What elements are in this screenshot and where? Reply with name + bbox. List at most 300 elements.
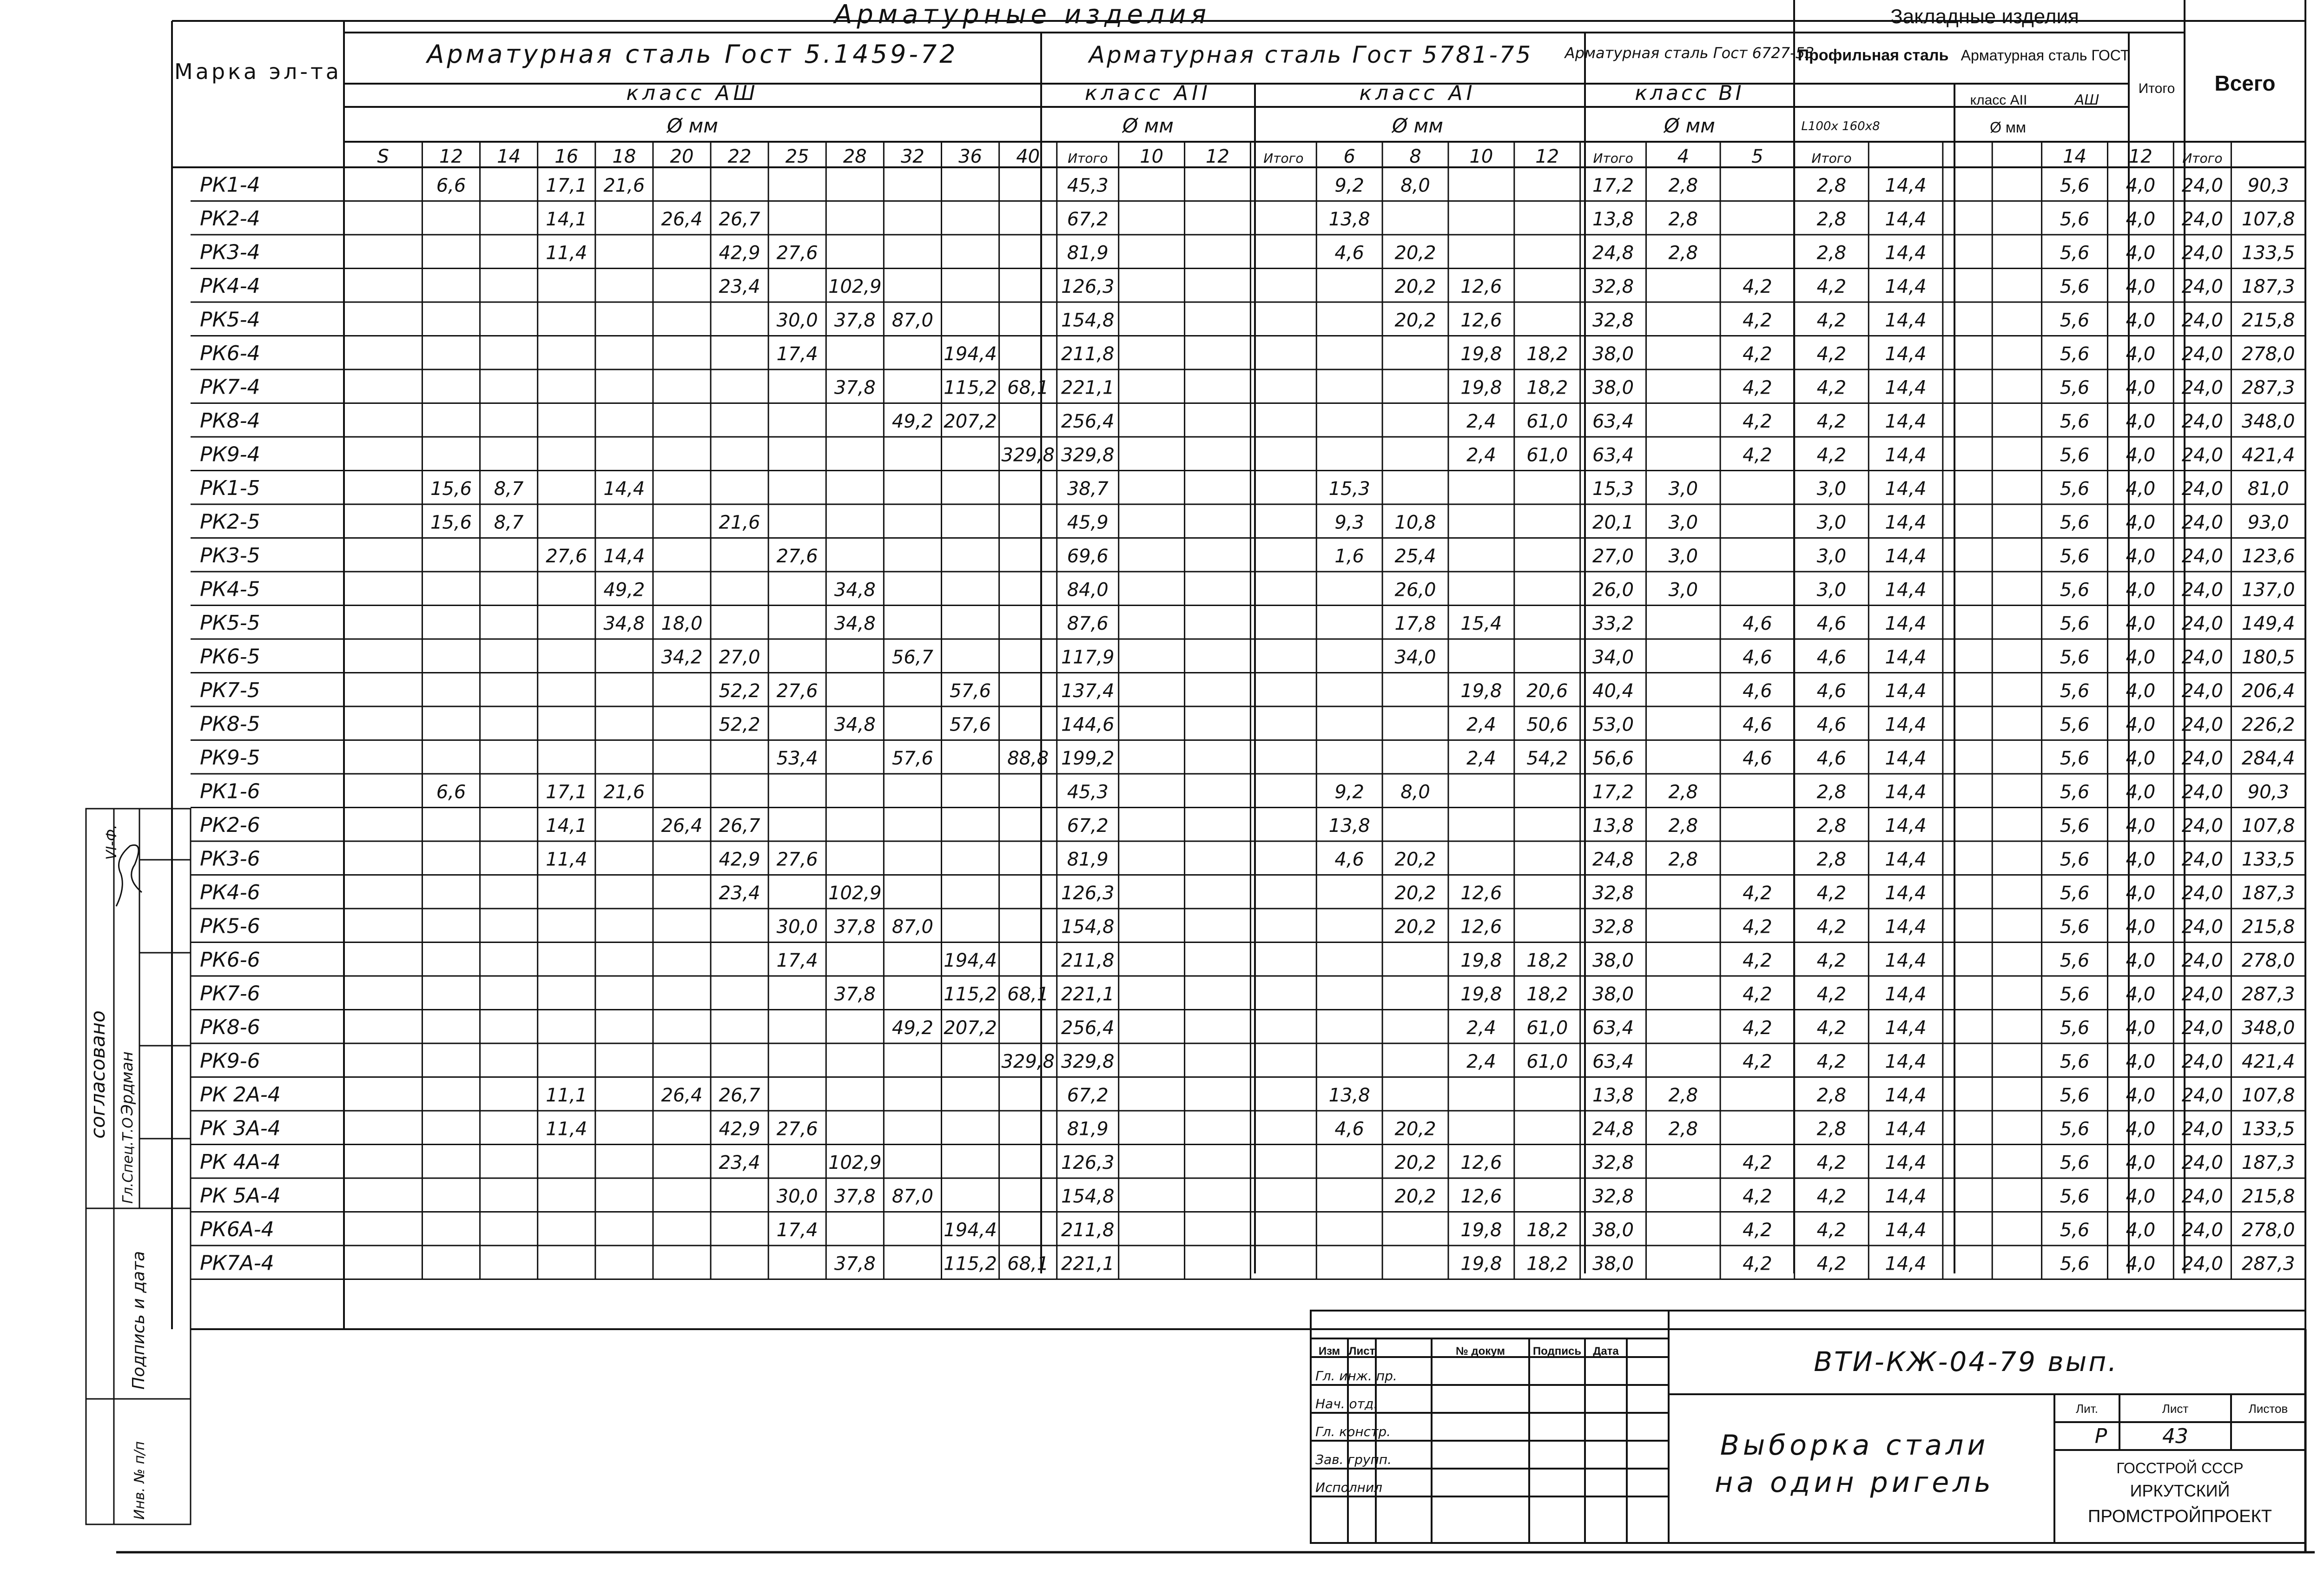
table-cell: 26,4 <box>661 815 703 837</box>
table-cell: 5,6 <box>2060 310 2090 331</box>
table-cell: 4,6 <box>1743 680 1772 702</box>
table-cell: 8,0 <box>1400 175 1430 197</box>
table-cell: 11,4 <box>546 242 588 264</box>
table-cell: 14,4 <box>1885 883 1927 904</box>
table-cell: 18,2 <box>1526 950 1568 971</box>
table-cell: 38,0 <box>1592 377 1634 399</box>
table-cell: 13,8 <box>1328 209 1370 230</box>
side-row2: Эрдман <box>118 1051 137 1115</box>
table-cell: 4,6 <box>1816 714 1847 736</box>
table-cell: 34,8 <box>834 579 876 601</box>
table-cell: 102,9 <box>828 883 882 904</box>
table-cell: 4,2 <box>1816 883 1847 904</box>
element-mark: РК9-4 <box>200 442 260 467</box>
table-cell: 90,3 <box>2247 781 2289 803</box>
column-head: 18 <box>612 146 636 167</box>
table-cell: 4,6 <box>1334 849 1365 870</box>
table-cell: 287,3 <box>2241 377 2295 399</box>
table-cell: 26,7 <box>719 815 760 837</box>
column-head: 12 <box>439 146 463 167</box>
diam-3: Ø мм <box>1392 114 1443 137</box>
table-cell: 18,0 <box>661 613 703 634</box>
element-mark: РК2-5 <box>200 510 260 534</box>
table-cell: 5,6 <box>2060 983 2090 1005</box>
element-mark: РК2-6 <box>200 813 260 837</box>
element-mark: РК 4А-4 <box>200 1150 281 1174</box>
tb-lit-label: Лит. <box>2076 1402 2098 1416</box>
table-cell: 14,4 <box>1885 1253 1927 1275</box>
table-cell: 12,6 <box>1460 1186 1502 1207</box>
table-cell: 9,2 <box>1334 175 1365 197</box>
table-cell: 13,8 <box>1592 815 1634 837</box>
table-cell: 4,0 <box>2126 546 2156 567</box>
table-cell: 14,4 <box>1885 1017 1927 1039</box>
table-cell: 14,4 <box>1885 1219 1927 1241</box>
table-cell: 5,6 <box>2060 883 2090 904</box>
table-cell: 5,6 <box>2060 1118 2090 1140</box>
element-mark: РК 3А-4 <box>200 1116 281 1140</box>
element-mark: РК3-5 <box>200 544 260 567</box>
table-cell: 9,2 <box>1334 781 1365 803</box>
table-cell: 17,1 <box>546 781 588 803</box>
tb-col-izm: Изм <box>1318 1345 1340 1358</box>
table-cell: 5,6 <box>2060 1253 2090 1275</box>
table-cell: 27,6 <box>776 680 818 702</box>
table-cell: 14,4 <box>1885 950 1927 971</box>
table-cell: 20,2 <box>1394 916 1436 938</box>
table-cell: 53,0 <box>1592 714 1634 736</box>
column-head: Итого <box>1811 151 1852 166</box>
table-cell: 14,4 <box>1885 343 1927 365</box>
table-cell: 13,8 <box>1328 1085 1370 1106</box>
table-cell: 24,0 <box>2181 680 2223 702</box>
table-cell: 4,2 <box>1816 983 1847 1005</box>
table-cell: 12,6 <box>1460 883 1502 904</box>
element-mark: РК5-4 <box>200 308 260 332</box>
marka-label: Марка эл-та <box>174 59 342 84</box>
table-cell: 17,2 <box>1592 175 1634 197</box>
arm-steel-gost-title: Арматурная сталь ГОСТ <box>1961 47 2130 64</box>
element-mark: РК7-5 <box>200 679 260 702</box>
element-mark: РК8-4 <box>200 409 260 433</box>
table-cell: 63,4 <box>1592 444 1634 466</box>
table-cell: 4,6 <box>1334 1118 1365 1140</box>
table-cell: 4,2 <box>1743 1253 1772 1275</box>
table-cell: 256,4 <box>1061 411 1115 432</box>
table-cell: 34,8 <box>603 613 645 634</box>
table-cell: 68,1 <box>1007 377 1049 399</box>
table-cell: 329,8 <box>1061 444 1115 466</box>
element-mark: РК9-6 <box>200 1049 260 1073</box>
table-cell: 24,0 <box>2181 815 2223 837</box>
column-head: 22 <box>727 146 752 167</box>
table-cell: 2,8 <box>1816 209 1847 230</box>
table-cell: 24,0 <box>2181 1118 2223 1140</box>
table-cell: 154,8 <box>1061 916 1115 938</box>
table-cell: 34,0 <box>1394 646 1436 668</box>
table-cell: 56,6 <box>1592 748 1634 769</box>
table-cell: 144,6 <box>1061 714 1115 736</box>
table-cell: 42,9 <box>719 1118 760 1140</box>
table-cell: 26,4 <box>661 1085 703 1106</box>
table-cell: 14,4 <box>1885 579 1927 601</box>
table-cell: 2,8 <box>1668 209 1698 230</box>
table-cell: 61,0 <box>1526 1051 1568 1073</box>
table-cell: 187,3 <box>2241 883 2295 904</box>
side-row1: Гл.Спец.Т.О <box>120 1117 136 1204</box>
table-cell: 4,0 <box>2126 1152 2156 1173</box>
table-cell: 19,8 <box>1460 983 1502 1005</box>
table-cell: 4,0 <box>2126 209 2156 230</box>
table-cell: 2,4 <box>1466 748 1496 769</box>
table-cell: 52,2 <box>719 680 760 702</box>
table-cell: 4,0 <box>2126 377 2156 399</box>
table-cell: 4,2 <box>1816 276 1847 297</box>
table-cell: 4,0 <box>2126 1219 2156 1241</box>
table-cell: 5,6 <box>2060 748 2090 769</box>
column-head: Итого <box>2182 151 2223 166</box>
class-small: класс АII <box>1970 92 2027 108</box>
table-cell: 5,6 <box>2060 916 2090 938</box>
table-cell: 14,4 <box>1885 175 1927 197</box>
table-cell: 12,6 <box>1460 1152 1502 1173</box>
table-cell: 154,8 <box>1061 310 1115 331</box>
side-stamp-frame <box>86 809 191 1524</box>
table-cell: 4,0 <box>2126 1253 2156 1275</box>
table-cell: 17,4 <box>776 1219 818 1241</box>
table-cell: 5,6 <box>2060 411 2090 432</box>
column-head: 36 <box>958 146 983 167</box>
element-mark: РК6-4 <box>200 342 260 365</box>
table-cell: 133,5 <box>2241 1118 2295 1140</box>
table-cell: 2,8 <box>1668 781 1698 803</box>
table-cell: 421,4 <box>2241 1051 2295 1073</box>
table-cell: 14,4 <box>1885 748 1927 769</box>
table-cell: 42,9 <box>719 849 760 870</box>
table-cell: 49,2 <box>603 579 645 601</box>
table-cell: 20,2 <box>1394 242 1436 264</box>
table-cell: 24,0 <box>2181 1017 2223 1039</box>
table-cell: 14,4 <box>1885 646 1927 668</box>
table-cell: 4,2 <box>1743 310 1772 331</box>
table-cell: 45,3 <box>1067 175 1109 197</box>
table-cell: 4,2 <box>1743 377 1772 399</box>
table-cell: 4,2 <box>1743 1152 1772 1173</box>
table-cell: 4,0 <box>2126 781 2156 803</box>
table-cell: 20,1 <box>1592 512 1634 534</box>
table-cell: 4,0 <box>2126 680 2156 702</box>
table-cell: 5,6 <box>2060 444 2090 466</box>
table-cell: 5,6 <box>2060 781 2090 803</box>
table-cell: 2,8 <box>1668 175 1698 197</box>
table-cell: 4,2 <box>1743 343 1772 365</box>
table-cell: 5,6 <box>2060 1186 2090 1207</box>
column-head: 20 <box>670 146 694 167</box>
table-cell: 24,8 <box>1592 849 1634 870</box>
table-cell: 3,0 <box>1668 512 1698 534</box>
table-cell: 329,8 <box>1001 1051 1055 1073</box>
table-cell: 15,4 <box>1460 613 1502 634</box>
table-cell: 37,8 <box>834 916 876 938</box>
table-cell: 4,0 <box>2126 950 2156 971</box>
table-cell: 24,0 <box>2181 1085 2223 1106</box>
grid-lines <box>191 142 2305 1279</box>
table-cell: 5,6 <box>2060 849 2090 870</box>
table-cell: 19,8 <box>1460 1253 1502 1275</box>
table-cell: 24,0 <box>2181 883 2223 904</box>
table-cell: 69,6 <box>1067 546 1109 567</box>
table-cell: 4,2 <box>1816 1186 1847 1207</box>
element-mark: РК7А-4 <box>200 1251 274 1275</box>
table-cell: 34,0 <box>1592 646 1634 668</box>
table-cell: 24,0 <box>2181 444 2223 466</box>
soglasovano-label: согласовано <box>86 1010 109 1139</box>
table-cell: 5,6 <box>2060 815 2090 837</box>
tb-org-2: ИРКУТСКИЙ <box>2130 1481 2230 1500</box>
table-cell: 15,6 <box>430 512 472 534</box>
table-cell: 4,2 <box>1816 444 1847 466</box>
table-cell: 4,2 <box>1816 1051 1847 1073</box>
table-cell: 57,6 <box>891 748 933 769</box>
table-cell: 123,6 <box>2241 546 2295 567</box>
table-cell: 21,6 <box>603 175 645 197</box>
table-cell: 207,2 <box>944 1017 997 1039</box>
table-cell: 206,4 <box>2241 680 2295 702</box>
table-cell: 187,3 <box>2241 276 2295 297</box>
table-cell: 26,0 <box>1592 579 1634 601</box>
table-cell: 17,1 <box>546 175 588 197</box>
table-cell: 14,4 <box>1885 1152 1927 1173</box>
table-cell: 4,0 <box>2126 242 2156 264</box>
element-mark: РК5-5 <box>200 611 260 635</box>
table-cell: 87,0 <box>891 310 933 331</box>
table-cell: 2,8 <box>1816 1085 1847 1106</box>
table-cell: 49,2 <box>891 1017 933 1039</box>
table-cell: 6,6 <box>436 175 466 197</box>
column-heads <box>377 146 2223 167</box>
table-cell: 14,4 <box>1885 1051 1927 1073</box>
table-cell: 2,8 <box>1816 849 1847 870</box>
element-mark: РК1-5 <box>200 476 260 500</box>
table-cell: 24,0 <box>2181 916 2223 938</box>
table-cell: 107,8 <box>2241 1085 2295 1106</box>
diam-4: Ø мм <box>1664 114 1715 137</box>
table-cell: 14,4 <box>1885 310 1927 331</box>
table-cell: 68,1 <box>1007 983 1049 1005</box>
table-cell: 14,4 <box>1885 411 1927 432</box>
table-cell: 3,0 <box>1816 546 1847 567</box>
table-cell: 421,4 <box>2241 444 2295 466</box>
table-cell: 5,6 <box>2060 950 2090 971</box>
table-cell: 14,4 <box>603 546 645 567</box>
table-cell: 3,0 <box>1816 478 1847 500</box>
table-cell: 4,0 <box>2126 478 2156 500</box>
table-cell: 11,4 <box>546 849 588 870</box>
class-aii: класс АII <box>1084 81 1212 105</box>
table-cell: 34,2 <box>661 646 703 668</box>
table-cell: 4,6 <box>1816 748 1847 769</box>
table-cell: 14,4 <box>1885 714 1927 736</box>
table-cell: 88,8 <box>1007 748 1049 769</box>
table-cell: 30,0 <box>776 916 818 938</box>
table-cell: 211,8 <box>1061 1219 1115 1241</box>
table-cell: 14,4 <box>1885 1085 1927 1106</box>
table-cell: 221,1 <box>1061 377 1115 399</box>
column-head: 14 <box>497 146 521 167</box>
steel1-title: Арматурная сталь Гост 5.1459-72 <box>427 40 958 69</box>
table-cell: 27,0 <box>1592 546 1634 567</box>
table-cell: 15,6 <box>430 478 472 500</box>
table-cell: 81,0 <box>2247 478 2289 500</box>
table-cell: 24,0 <box>2181 242 2223 264</box>
table-cell: 4,0 <box>2126 883 2156 904</box>
table-cell: 4,0 <box>2126 276 2156 297</box>
column-head: 16 <box>555 146 579 167</box>
table-cell: 24,0 <box>2181 646 2223 668</box>
side-row3: VI-Ф. <box>104 824 120 860</box>
table-cell: 20,2 <box>1394 1186 1436 1207</box>
table-cell: 6,6 <box>436 781 466 803</box>
table-cell: 9,3 <box>1334 512 1365 534</box>
table-cell: 14,4 <box>1885 613 1927 634</box>
column-head: 6 <box>1343 146 1355 167</box>
table-cell: 2,8 <box>1668 1118 1698 1140</box>
table-cell: 24,0 <box>2181 411 2223 432</box>
column-head: S <box>377 146 389 167</box>
table-cell: 20,2 <box>1394 849 1436 870</box>
table-cell: 137,0 <box>2241 579 2295 601</box>
table-cell: 215,8 <box>2241 310 2295 331</box>
table-cell: 199,2 <box>1061 748 1115 769</box>
table-cell: 107,8 <box>2241 815 2295 837</box>
signature-rows <box>1315 1368 1397 1495</box>
signature-row-label: Зав. групп. <box>1315 1452 1392 1467</box>
table-cell: 20,6 <box>1526 680 1568 702</box>
table-cell: 12,6 <box>1460 916 1502 938</box>
table-cell: 27,6 <box>546 546 588 567</box>
table-cell: 37,8 <box>834 1186 876 1207</box>
table-cell: 180,5 <box>2241 646 2295 668</box>
table-cell: 2,4 <box>1466 444 1496 466</box>
signature-mark <box>116 845 142 906</box>
table-cell: 53,4 <box>776 748 818 769</box>
table-cell: 14,4 <box>1885 983 1927 1005</box>
signature-row-label: Гл. инж. пр. <box>1315 1368 1397 1384</box>
table-cell: 24,0 <box>2181 983 2223 1005</box>
table-cell: 24,0 <box>2181 579 2223 601</box>
table-cell: 5,6 <box>2060 546 2090 567</box>
table-cell: 17,4 <box>776 950 818 971</box>
table-cell: 24,0 <box>2181 849 2223 870</box>
zakladnye-group-title: Закладные изделия <box>1890 5 2079 28</box>
element-mark: РК7-4 <box>200 375 260 399</box>
table-cell: 5,6 <box>2060 1152 2090 1173</box>
table-cell: 154,8 <box>1061 1186 1115 1207</box>
element-mark: РК8-6 <box>200 1015 260 1039</box>
table-cell: 5,6 <box>2060 1051 2090 1073</box>
table-cell: 102,9 <box>828 1152 882 1173</box>
itogo-right: Итого <box>2138 81 2175 96</box>
table-cell: 278,0 <box>2241 1219 2295 1241</box>
tb-code: ВТИ-КЖ-04-79 вып. <box>1814 1346 2119 1378</box>
column-head: 4 <box>1677 146 1690 167</box>
table-cell: 4,6 <box>1334 242 1365 264</box>
table-cell: 133,5 <box>2241 242 2295 264</box>
table-cell: 63,4 <box>1592 1051 1634 1073</box>
table-cell: 4,0 <box>2126 512 2156 534</box>
table-cell: 26,4 <box>661 209 703 230</box>
table-cell: 24,0 <box>2181 1051 2223 1073</box>
table-cell: 18,2 <box>1526 983 1568 1005</box>
table-cell: 37,8 <box>834 377 876 399</box>
tb-listov-label: Листов <box>2248 1402 2288 1416</box>
table-cell: 3,0 <box>1816 579 1847 601</box>
table-cell: 5,6 <box>2060 209 2090 230</box>
table-cell: 34,8 <box>834 714 876 736</box>
column-head: 12 <box>2128 146 2152 167</box>
table-cell: 4,6 <box>1816 680 1847 702</box>
table-cell: 2,4 <box>1466 411 1496 432</box>
table-cell: 81,9 <box>1067 242 1109 264</box>
table-cell: 5,6 <box>2060 714 2090 736</box>
signature-row-label: Нач. отд. <box>1315 1396 1378 1411</box>
table-cell: 5,6 <box>2060 377 2090 399</box>
table-cell: 18,2 <box>1526 1219 1568 1241</box>
table-cell: 4,0 <box>2126 1051 2156 1073</box>
table-cell: 23,4 <box>719 883 760 904</box>
table-cell: 2,8 <box>1668 849 1698 870</box>
table-cell: 24,0 <box>2181 546 2223 567</box>
table-cell: 287,3 <box>2241 1253 2295 1275</box>
table-cell: 24,0 <box>2181 613 2223 634</box>
table-cell: 19,8 <box>1460 950 1502 971</box>
element-mark: РК6-6 <box>200 948 260 972</box>
element-mark: РК4-6 <box>200 881 260 904</box>
column-head: 32 <box>900 146 924 167</box>
table-cell: 32,8 <box>1592 1186 1634 1207</box>
table-cell: 211,8 <box>1061 950 1115 971</box>
element-mark: РК 2А-4 <box>200 1083 281 1107</box>
tb-col-list: Лист <box>1348 1345 1375 1358</box>
table-cell: 24,0 <box>2181 1219 2223 1241</box>
table-cell: 81,9 <box>1067 1118 1109 1140</box>
table-cell: 4,0 <box>2126 983 2156 1005</box>
armature-group-title: Арматурные изделия <box>834 0 1211 30</box>
table-cell: 194,4 <box>944 343 997 365</box>
table-cell: 278,0 <box>2241 950 2295 971</box>
table-cell: 221,1 <box>1061 983 1115 1005</box>
table-cell: 4,6 <box>1743 748 1772 769</box>
table-cell: 24,8 <box>1592 242 1634 264</box>
table-cell: 8,7 <box>494 478 524 500</box>
table-cell: 54,2 <box>1526 748 1568 769</box>
table-cell: 38,0 <box>1592 1219 1634 1241</box>
table-cell: 18,2 <box>1526 343 1568 365</box>
class-aiii: класс АШ <box>626 81 759 105</box>
table-cell: 4,2 <box>1816 916 1847 938</box>
element-mark: РК 5А-4 <box>200 1184 281 1208</box>
table-cell: 45,9 <box>1067 512 1109 534</box>
table-cell: 2,8 <box>1816 781 1847 803</box>
table-cell: 61,0 <box>1526 411 1568 432</box>
table-cell: 4,6 <box>1816 646 1847 668</box>
table-cell: 348,0 <box>2241 411 2295 432</box>
table-cell: 21,6 <box>719 512 760 534</box>
table-cell: 18,2 <box>1526 1253 1568 1275</box>
table-cell: 4,0 <box>2126 1017 2156 1039</box>
table-cell: 14,4 <box>1885 1186 1927 1207</box>
table-cell: 4,0 <box>2126 916 2156 938</box>
